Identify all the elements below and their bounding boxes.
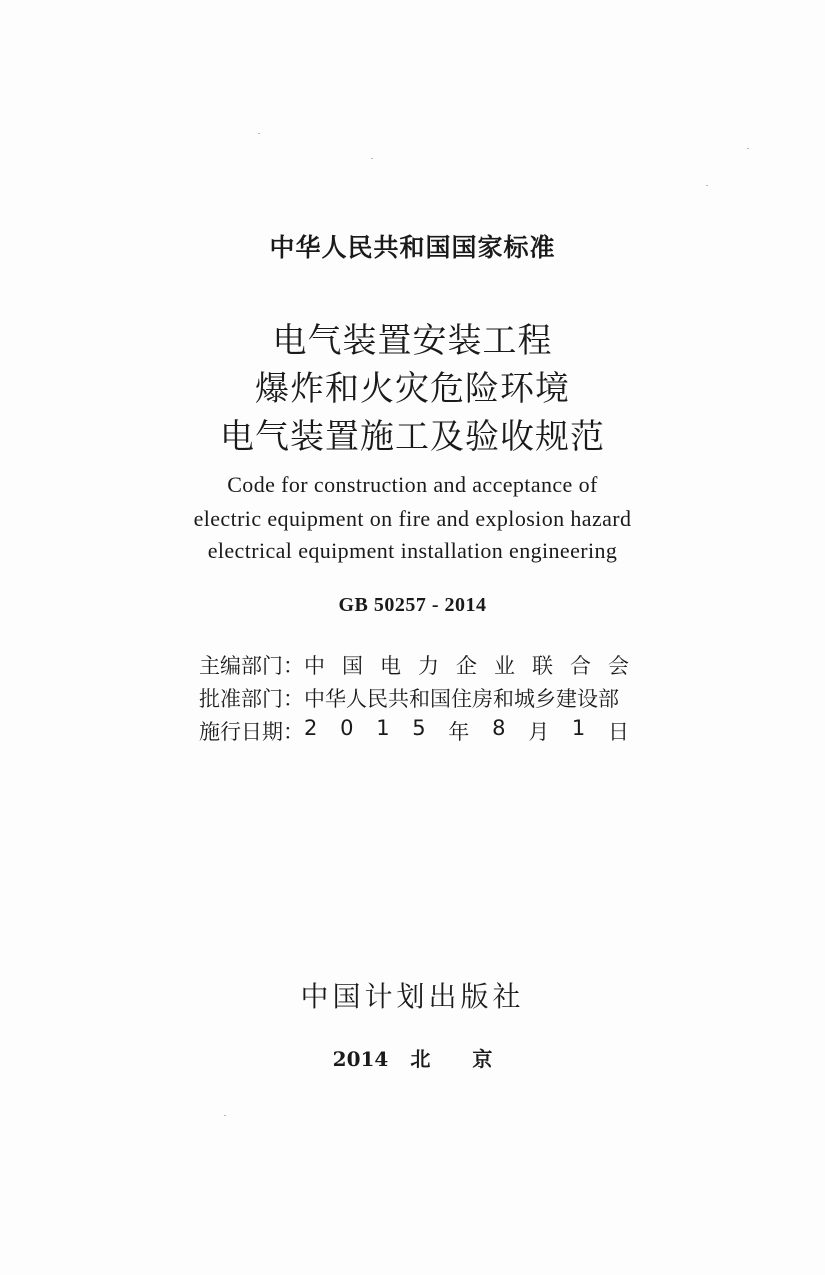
scan-speck bbox=[747, 148, 749, 149]
chief-editor-char: 力 bbox=[418, 654, 439, 678]
effective-date-char: 年 bbox=[448, 720, 470, 744]
effective-date-char: 2 bbox=[304, 716, 318, 740]
chief-editor-char: 合 bbox=[570, 654, 591, 678]
national-standard-heading: 中华人民共和国国家标准 bbox=[269, 233, 556, 262]
scan-speck bbox=[258, 133, 260, 134]
publication-city-char: 京 bbox=[472, 1047, 493, 1071]
effective-date-row bbox=[199, 716, 629, 746]
title-en-line-2: electric equipment on fire and explosion hazard bbox=[193, 506, 632, 531]
chief-editor-char: 企 bbox=[456, 654, 477, 678]
effective-date-char: 8 bbox=[492, 716, 506, 740]
publisher-name: 中国计划出版社 bbox=[300, 980, 525, 1013]
chief-editor-char: 会 bbox=[608, 654, 629, 678]
chief-editor-char: 联 bbox=[532, 654, 553, 678]
scan-speck bbox=[371, 158, 373, 159]
effective-date-char: 1 bbox=[571, 716, 586, 740]
chief-editor-char: 业 bbox=[494, 654, 515, 678]
chief-editor-char: 国 bbox=[342, 654, 363, 678]
title-en-line-1: Code for construction and acceptance of bbox=[227, 472, 598, 497]
scan-speck bbox=[706, 185, 708, 186]
chief-editor-value bbox=[304, 650, 629, 680]
effective-date-char: 月 bbox=[528, 720, 550, 744]
chief-editor-char: 电 bbox=[380, 654, 401, 678]
scan-speck bbox=[224, 1115, 226, 1116]
publication-year: 2014 bbox=[332, 1047, 389, 1071]
effective-date-char: 0 bbox=[340, 716, 354, 740]
effective-date-char: 1 bbox=[376, 716, 390, 740]
approval-value: 中华人民共和国住房和城乡建设部 bbox=[304, 687, 619, 711]
approval-label: 批准部门： bbox=[199, 687, 304, 711]
publication-place bbox=[0, 1043, 825, 1072]
title-cn-line-3: 电气装置施工及验收规范 bbox=[220, 417, 605, 457]
title-en-line-3: electrical equipment installation engineering bbox=[207, 538, 618, 563]
effective-date-char: 日 bbox=[608, 720, 629, 744]
effective-date-char: 5 bbox=[412, 716, 426, 740]
chief-editor-label: 主编部门： bbox=[199, 654, 304, 678]
approval-row bbox=[199, 683, 629, 713]
title-cn-line-1: 电气装置安装工程 bbox=[272, 321, 553, 361]
chief-editor-char: 中 bbox=[304, 654, 325, 678]
effective-date-value bbox=[304, 716, 629, 746]
title-cn-line-2: 爆炸和火灾危险环境 bbox=[255, 369, 570, 409]
chief-editor-row bbox=[199, 650, 629, 680]
publication-city-char: 北 bbox=[410, 1047, 431, 1071]
standard-code: GB 50257 - 2014 bbox=[338, 594, 487, 616]
effective-date-label: 施行日期： bbox=[199, 720, 304, 744]
